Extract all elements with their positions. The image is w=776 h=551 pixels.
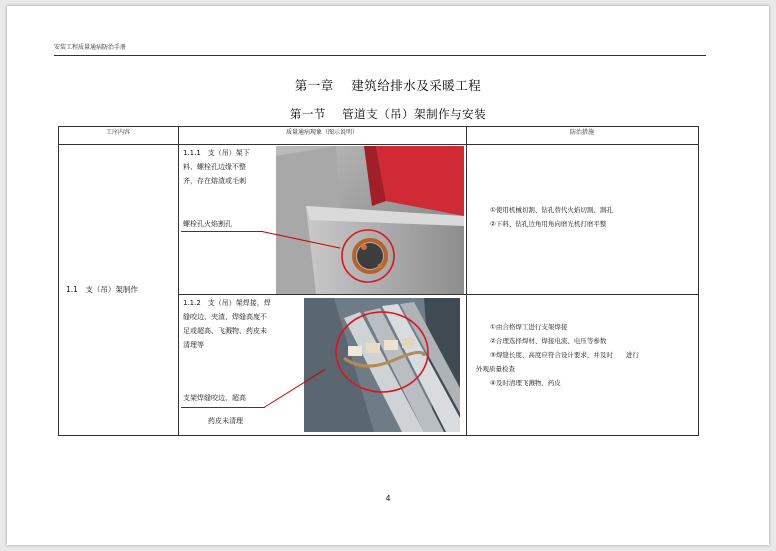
column-header-measures: 防治措施 — [569, 129, 594, 136]
chapter-title: 第一章 建筑给排水及采暖工程 — [294, 78, 482, 93]
weld-seam-photo-image — [304, 298, 460, 432]
problem-line: 料、螺栓孔边缘不整 — [183, 163, 246, 171]
bolt-hole-photo-image — [276, 146, 464, 294]
photo-weld-seam — [304, 298, 460, 432]
table-col-divider-1 — [178, 126, 179, 436]
measure-item: ②下料、钻孔边角用角向磨光机打磨平整 — [490, 220, 607, 228]
measures-1 — [490, 203, 690, 231]
running-header: 安装工程质量通病防治手册 — [54, 44, 127, 51]
table-col-divider-2 — [466, 126, 467, 436]
page-number: 4 — [385, 494, 391, 503]
problem-line: 缝咬边、夹渣、焊缝高度不 — [183, 313, 267, 321]
table-row-divider — [178, 294, 699, 295]
problem-line: 齐，存在熔渣或毛刺 — [183, 177, 246, 185]
table-header-divider — [58, 144, 699, 145]
header-divider — [54, 55, 706, 56]
problem-text-1 — [183, 146, 273, 188]
measure-item: ①使用机械切割、钻孔替代火焰切割、割孔 — [490, 206, 613, 214]
section-title: 第一节 管道支（吊）架制作与安装 — [289, 107, 487, 121]
process-label: 1.1 支（吊）架制作 — [66, 285, 138, 294]
annotation-underline — [181, 407, 265, 408]
annotation-underline — [181, 231, 263, 232]
problem-line: 清理等 — [183, 341, 204, 349]
measure-item: 外观质量检查 — [476, 365, 515, 373]
measure-item: ①由合格焊工进行支架焊接 — [490, 323, 568, 331]
table-border-left — [58, 126, 59, 436]
measure-item: ②合理选择焊材、焊接电流、电压等参数 — [490, 337, 607, 345]
problem-line: 1.1.2 支（吊）架焊接，焊 — [183, 299, 271, 307]
photo-caption-2: 支架焊缝咬边、超高 — [183, 394, 246, 402]
problem-text-2 — [183, 296, 293, 352]
measures-2 — [476, 320, 694, 390]
measure-item: ③焊缝长度、高度应符合设计要求，并及时 进行 — [490, 351, 639, 359]
table-border-bottom — [58, 435, 699, 436]
measure-item: ④及时清理飞溅物、药皮 — [490, 379, 561, 387]
column-header-process: 工序内容 — [105, 129, 130, 136]
column-header-problem: 质量通病现象（图示说明） — [285, 129, 358, 136]
problem-line: 足或超高、飞溅物、药皮未 — [183, 327, 267, 335]
photo-caption-2b: 药皮未清理 — [208, 417, 243, 425]
photo-bolt-hole — [276, 146, 464, 294]
problem-line: 1.1.1 支（吊）架下 — [183, 149, 250, 157]
table-border-right — [698, 126, 699, 436]
photo-caption-1: 螺栓孔火焰割孔 — [183, 220, 232, 228]
